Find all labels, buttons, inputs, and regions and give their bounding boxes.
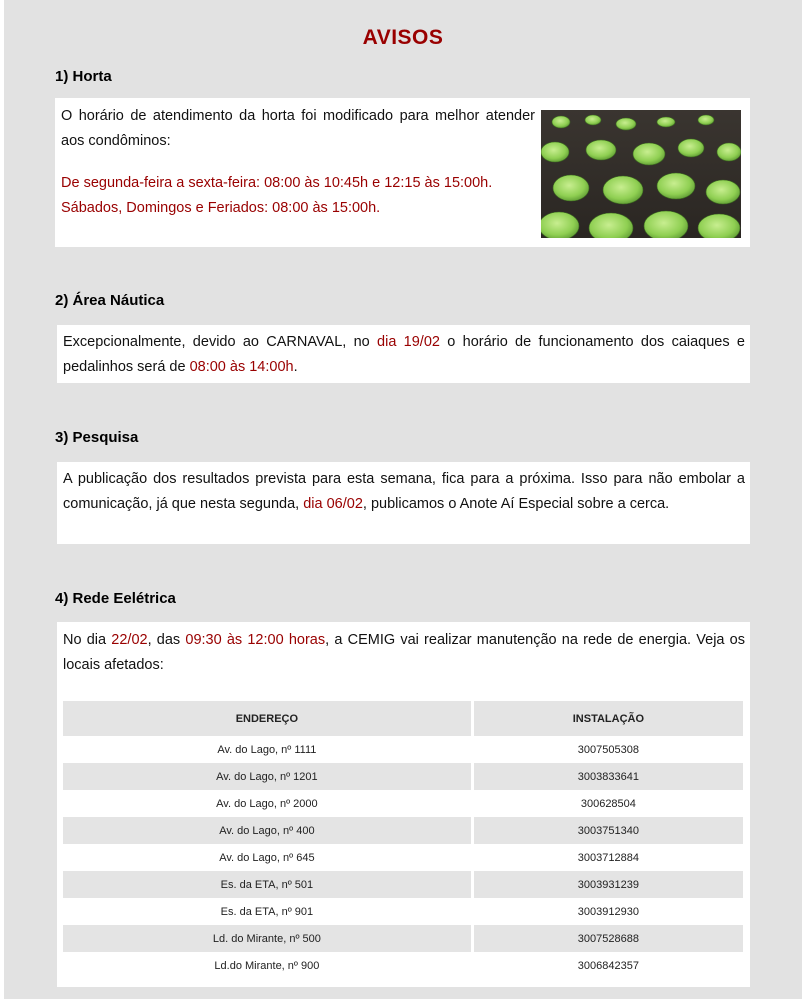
section-heading-horta: 1) Horta (55, 68, 112, 85)
address-cell: Es. da ETA, nº 501 (63, 871, 471, 898)
horta-intro: O horário de atendimento da horta foi modificado para melhor atender aos condôminos: (61, 108, 535, 149)
section-heading-pesquisa: 3) Pesquisa (55, 429, 139, 446)
rede-hours: 09:30 às 12:00 horas (185, 632, 326, 648)
installation-cell: 3003931239 (474, 871, 743, 898)
section-heading-nautica: 2) Área Náutica (55, 292, 165, 309)
rede-date: 22/02 (111, 632, 148, 648)
address-cell: Av. do Lago, nº 1201 (63, 763, 471, 790)
nautica-text: Excepcionalmente, devido ao CARNAVAL, no dia 19/02 o horário de funcionamento dos caiaques e pedalinhos será de 08:00 às 14:00h. (63, 334, 745, 375)
installation-cell: 3006842357 (577, 959, 639, 972)
table-row (63, 898, 743, 925)
table-row (63, 790, 743, 817)
horta-weekday-hours: De segunda-feira a sexta-feira: 08:00 às 10:45h e 12:15 às 15:00h. (61, 175, 493, 191)
address-cell: Ld. do Mirante, nº 500 (63, 925, 471, 952)
affected-locations-table (63, 701, 743, 979)
table-row (63, 844, 743, 871)
installation-cell: 3007528688 (474, 925, 743, 952)
address-cell: Av. do Lago, nº 1111 (217, 743, 317, 756)
column-header-instalacao: INSTALAÇÃO (474, 701, 743, 736)
address-cell: Av. do Lago, nº 2000 (216, 797, 318, 810)
pesquisa-panel (57, 462, 750, 544)
page-frame (4, 0, 802, 999)
installation-cell: 300628504 (580, 797, 636, 810)
nautica-date: dia 19/02 (377, 334, 440, 350)
nautica-panel (57, 325, 750, 383)
installation-cell: 3003751340 (474, 817, 743, 844)
horta-weekend-hours: Sábados, Domingos e Feriados: 08:00 às 15:00h. (61, 199, 381, 216)
table-row (63, 952, 743, 979)
page-title: AVISOS (362, 26, 444, 49)
rede-text: No dia 22/02, das 09:30 às 12:00 horas, a CEMIG vai realizar manutenção na rede de energia. Veja os locais afetados: (63, 632, 745, 673)
table-row (63, 817, 743, 844)
lettuce-garden-photo (541, 110, 741, 238)
column-header-endereco: ENDEREÇO (63, 701, 471, 736)
installation-cell: 3003712884 (577, 851, 639, 864)
pesquisa-text: A publicação dos resultados prevista para esta semana, fica para a próxima. Isso para não embolar a comunicação, já que nesta segunda, dia 06/02, publicamos o Anote Aí Especial sobre a cerca. (63, 471, 745, 512)
table-row (63, 871, 743, 898)
pesquisa-date: dia 06/02 (303, 495, 363, 512)
address-cell: Av. do Lago, nº 645 (219, 851, 315, 864)
nautica-hours: 08:00 às 14:00h (189, 358, 294, 375)
address-cell: Av. do Lago, nº 400 (63, 817, 471, 844)
installation-cell: 3007505308 (577, 743, 639, 756)
address-cell: Ld.do Mirante, nº 900 (214, 959, 320, 972)
section-heading-rede: 4) Rede Eelétrica (55, 590, 176, 607)
installation-cell: 3003912930 (577, 905, 639, 918)
table-row (63, 925, 743, 952)
address-cell: Es. da ETA, nº 901 (220, 905, 314, 918)
installation-cell: 3003833641 (474, 763, 743, 790)
table-row (63, 763, 743, 790)
table-row (63, 736, 743, 763)
